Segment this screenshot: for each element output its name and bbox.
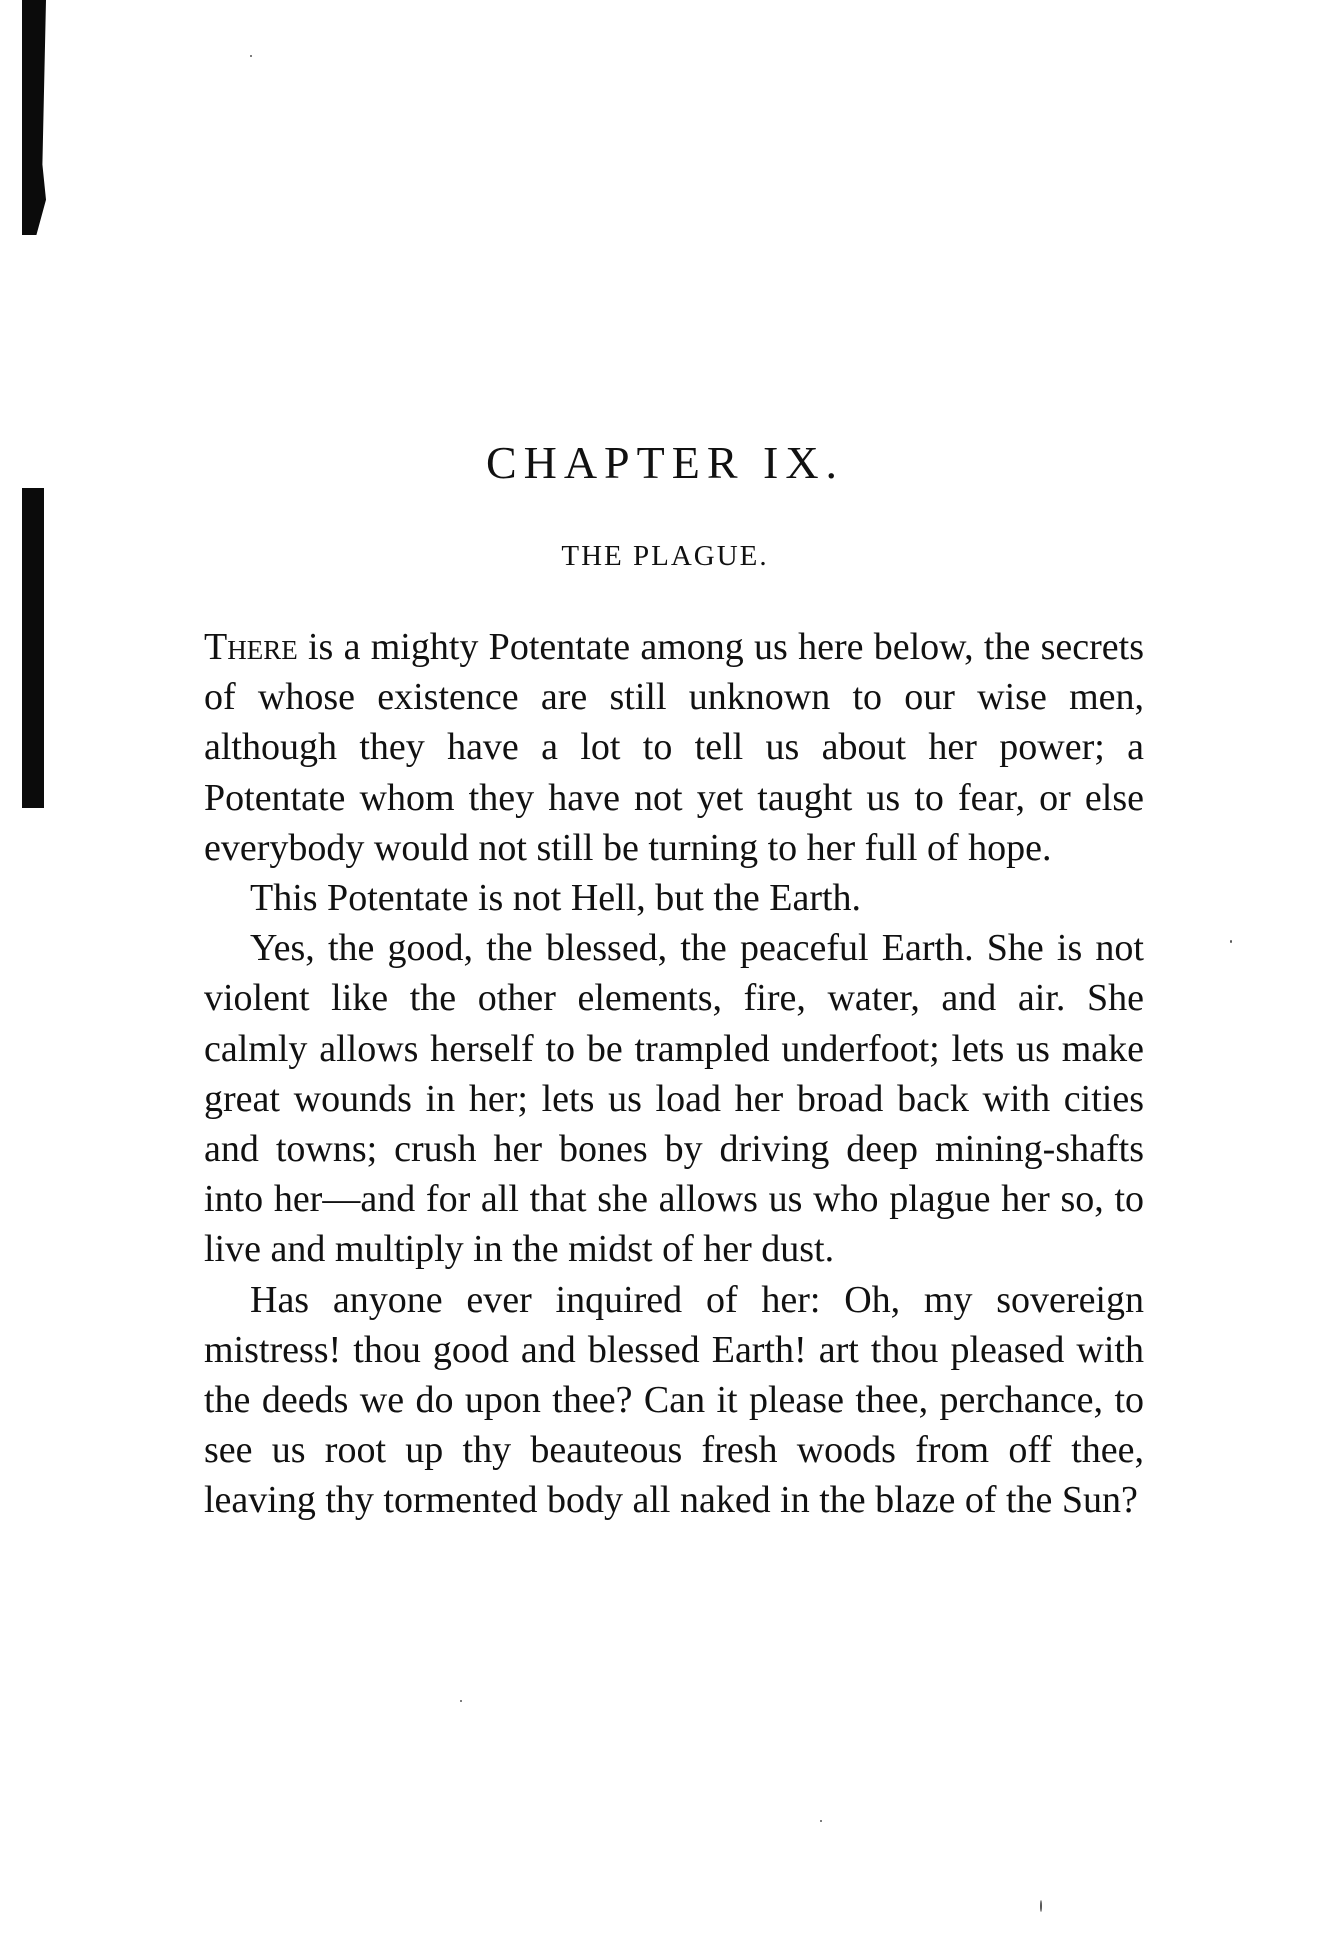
paragraph-3: Yes, the good, the blessed, the peaceful Earth. She is not violent like the other elements, fire, water, and air. She calmly allows herself to be trampled underfoot; lets us make great wounds in her; lets us load her broad back with cities and towns; crush her bones by driving deep mining-shafts into her—and for all that she allows us who plague her so, to live and multiply in the midst of her dust. [204, 927, 1144, 1271]
scan-speck [460, 1700, 462, 1702]
chapter-body [204, 622, 1144, 1526]
chapter-title: CHAPTER IX. [485, 437, 845, 488]
chapter-subtitle: THE PLAGUE. [561, 540, 769, 572]
scan-edge-shadow-top [22, 0, 46, 235]
scan-speck [820, 1820, 822, 1822]
scan-speck [1230, 940, 1232, 943]
paragraph-2: This Potentate is not Hell, but the Earth. [250, 877, 862, 920]
paragraph-1-text: is a mighty Potentate among us here below, the secrets of whose existence are still unknown to our wise men, although they have a lot to tell us about her power; a Potentate whom they have not yet taught us to fear, or else everybody would not still be turning to her full of hope. [204, 626, 1145, 869]
lead-word: There [204, 626, 298, 668]
scan-edge-shadow-middle [22, 488, 44, 808]
scan-speck [1040, 1900, 1042, 1912]
paragraph-4: Has anyone ever inquired of her: Oh, my sovereign mistress! thou good and blessed Earth! art thou pleased with the deeds we do upon thee? Can it please thee, perchance, to see us root up thy beauteous fresh woods from off thee, leaving thy tormented body all naked in the blaze of the Sun? [204, 1278, 1144, 1522]
scan-speck [250, 55, 252, 57]
paragraph-1 [204, 622, 1144, 873]
